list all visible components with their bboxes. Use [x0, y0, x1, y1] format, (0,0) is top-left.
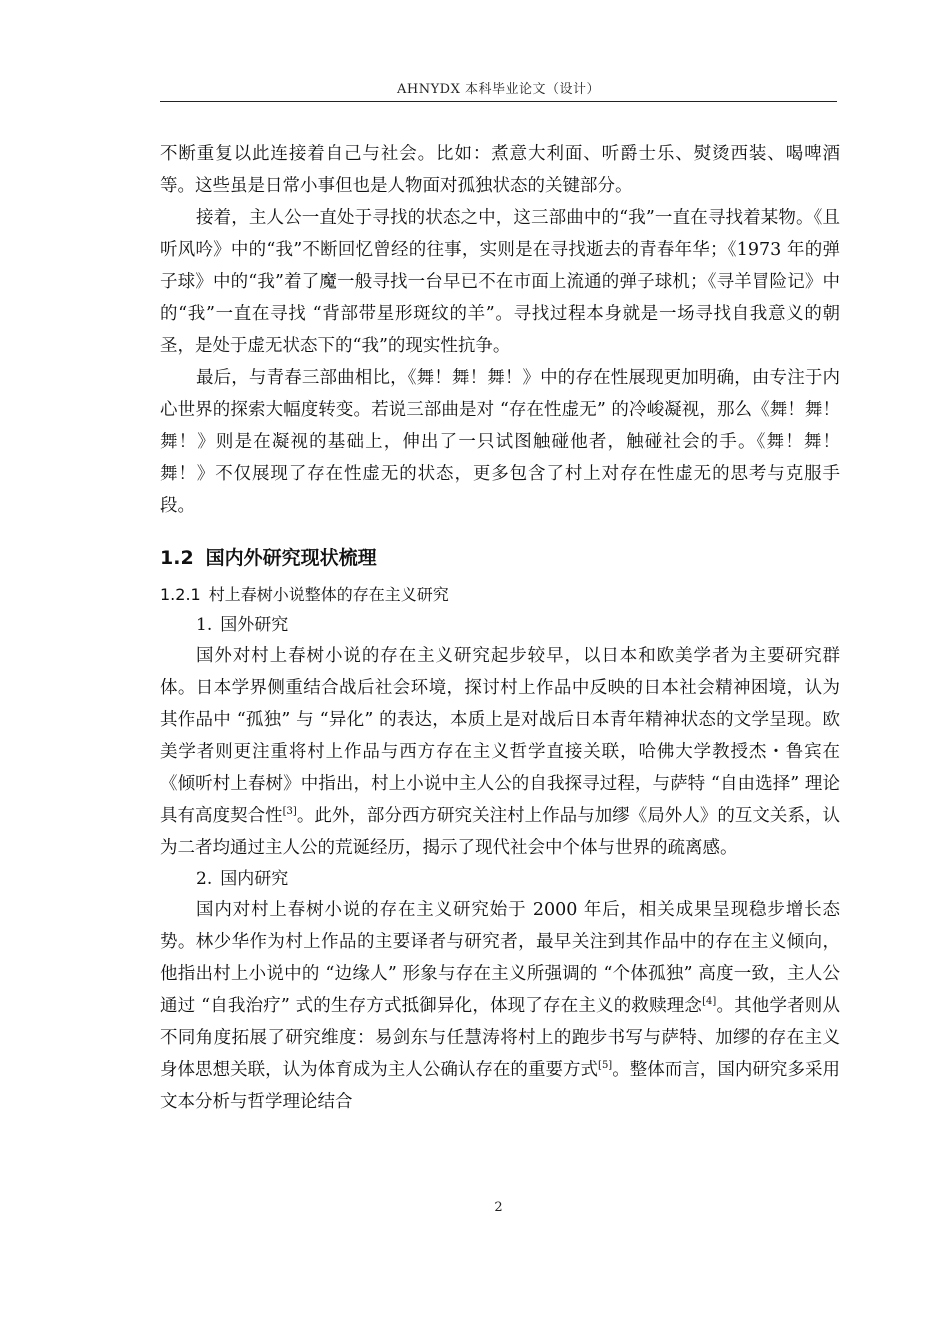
running-header: AHNYDX 本科毕业论文（设计）: [397, 82, 600, 97]
subsection-heading: [160, 580, 840, 610]
subsection-number: 1.2.1: [160, 585, 201, 604]
foreign-text-a: 国外对村上春树小说的存在主义研究起步较早，以日本和欧美学者为主要研究群体。日本学界侧重结合战后社会环境，探讨村上作品中反映的日本社会精神困境，认为其作品中 “孤独” 与 “异化” 的表达，本质上是对战后日本青年精神状态的文学呈现。欧美学者则更注重将村上作品与西方存在主义哲学直接关联，哈佛大学教授杰・鲁宾在《倾听村上春树》中指出，村上小说中主人公的自我探寻过程，与萨特 “自由选择” 理论具有高度契合性: [160, 646, 840, 826]
paragraph-dance: 最后，与青春三部曲相比，《舞！舞！舞！》中的存在性展现更加明确，由专注于内心世界的探索大幅度转变。若说三部曲是对 “存在性虚无” 的冷峻凝视，那么《舞！舞！舞！》则是在凝视的基础上，伸出了一只试图触碰他者，触碰社会的手。《舞！舞！舞！》不仅展现了存在性虚无的状态，更多包含了村上对存在性虚无的思考与克服手段。: [160, 368, 840, 516]
domestic-text-a: 国内对村上春树小说的存在主义研究始于 2000 年后，相关成果呈现稳步增长态势。林少华作为村上作品的主要译者与研究者，最早关注到其作品中的存在主义倾向，他指出村上小说中的 “边缘人” 形象与存在主义所强调的 “个体孤独” 高度一致，主人公通过 “自我治疗” 式的生存方式抵御异化，体现了存在主义的救赎理念: [160, 900, 840, 1016]
citation-ref: [3]: [282, 806, 297, 818]
body-text: [160, 138, 840, 1118]
subsection-title: 村上春树小说整体的存在主义研究: [208, 585, 449, 604]
citation-ref: [4]: [702, 996, 717, 1008]
header-rule: [160, 101, 837, 102]
section-heading: [160, 544, 840, 572]
domestic-text-b: 。其他学者则从不同角度拓展了研究维度：易剑东与任慧涛将村上的跑步书写与萨特、加缪的存在主义身体思想关联，认为体育成为主人公确认存在的重要方式: [160, 996, 840, 1080]
domestic-title: 国内研究: [220, 869, 289, 889]
foreign-number: 1.: [196, 615, 213, 635]
paragraph-foreign: [160, 640, 840, 864]
domestic-heading: [160, 864, 840, 894]
paragraph-searching: 接着，主人公一直处于寻找的状态之中，这三部曲中的“我”一直在寻找着某物。《且听风吟》中的“我”不断回忆曾经的往事，实则是在寻找逝去的青春年华；《1973 年的弹子球》中的“我”着了魔一般寻找一台早已不在市面上流通的弹子球机；《寻羊冒险记》中的“我”一直在寻找 “背部带星形斑纹的羊”。寻找过程本身就是一场寻找自我意义的朝圣，是处于虚无状态下的“我”的现实性抗争。: [160, 208, 840, 356]
citation-ref: [5]: [598, 1060, 613, 1072]
domestic-text-c: 。整体而言，国内研究多采用文本分析与哲学理论结合: [160, 1060, 841, 1112]
section-number: 1.2: [160, 547, 194, 569]
foreign-text-b: 。此外，部分西方研究关注村上作品与加缪《局外人》的互文关系，认为二者均通过主人公的荒诞经历，揭示了现代社会中个体与世界的疏离感。: [160, 806, 841, 858]
foreign-title: 国外研究: [220, 615, 289, 635]
paragraph-domestic: [160, 894, 840, 1118]
domestic-number: 2.: [196, 869, 213, 889]
paragraph-continued: 不断重复以此连接着自己与社会。比如：煮意大利面、听爵士乐、熨烫西装、喝啤酒等。这些虽是日常小事但也是人物面对孤独状态的关键部分。: [160, 144, 840, 196]
page-number: 2: [494, 1200, 503, 1215]
foreign-heading: [160, 610, 840, 640]
section-title: 国内外研究现状梳理: [205, 547, 377, 569]
